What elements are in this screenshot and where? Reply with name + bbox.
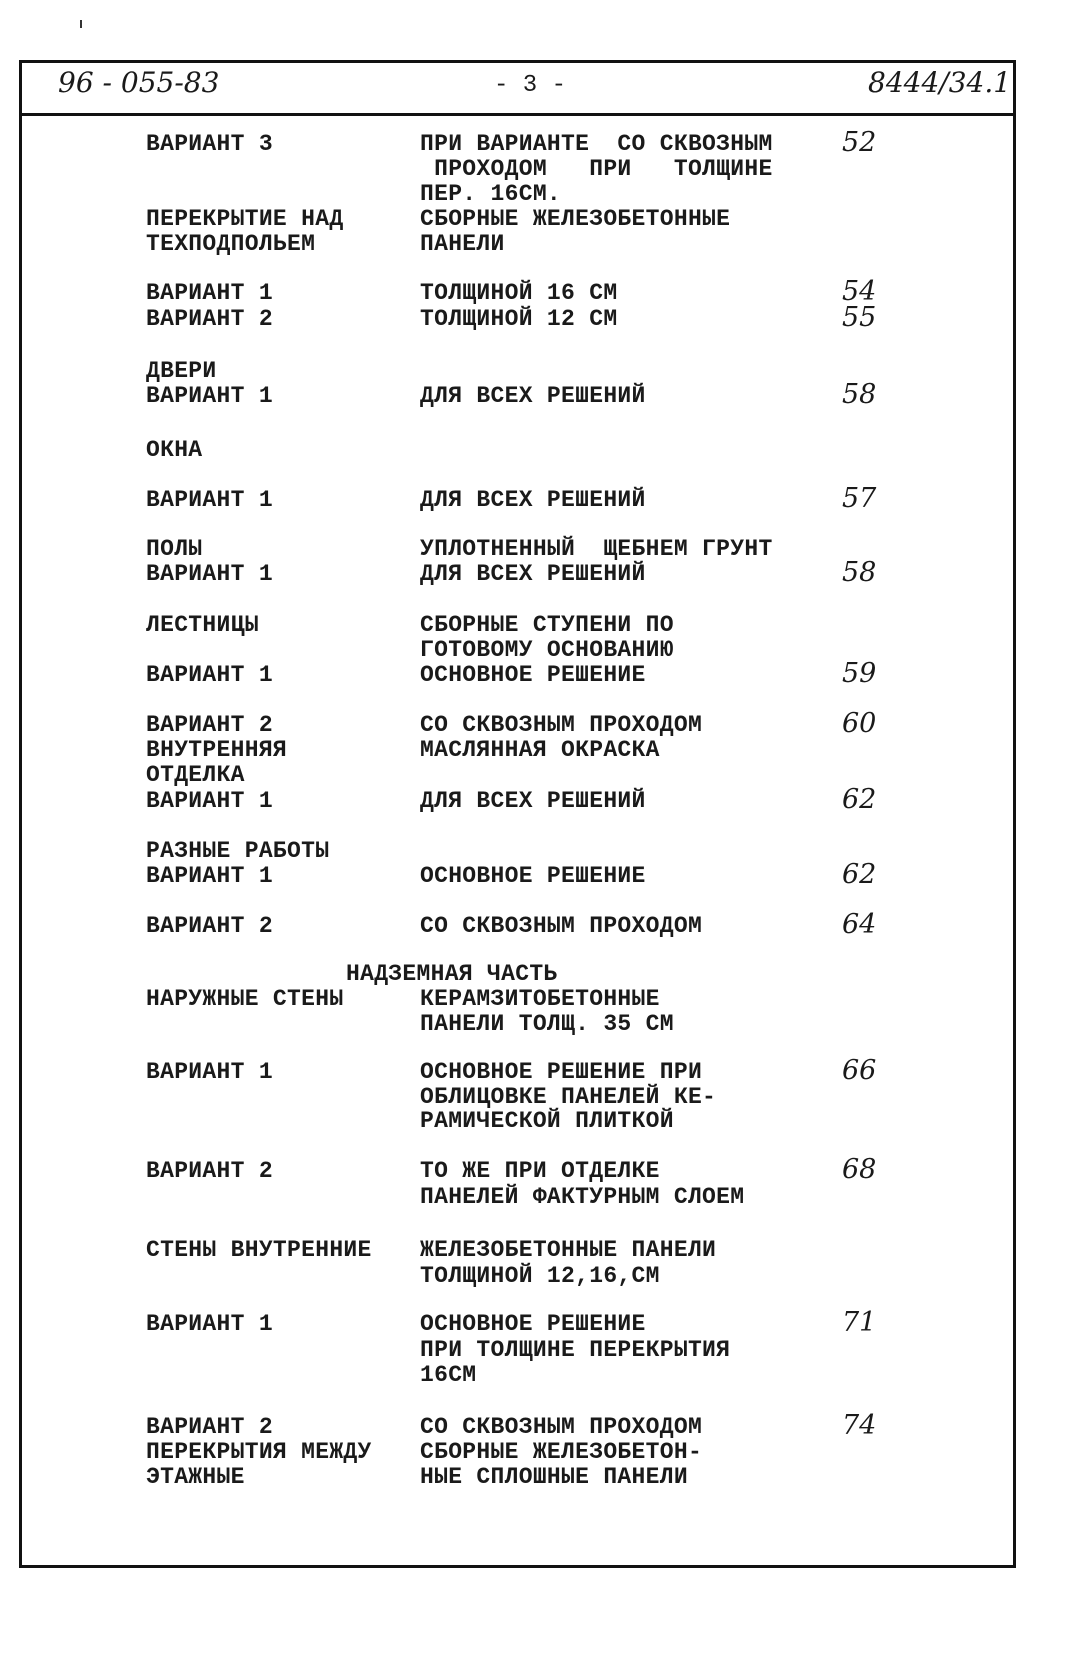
section-label: ВАРИАНТ 1 xyxy=(146,1311,273,1337)
section-description: РАМИЧЕСКОЙ ПЛИТКОЙ xyxy=(420,1108,674,1134)
header-divider xyxy=(19,113,1016,116)
section-description: ТОЛЩИНОЙ 16 СМ xyxy=(420,280,618,306)
section-label: ВАРИАНТ 2 xyxy=(146,913,273,939)
section-label: НАРУЖНЫЕ СТЕНЫ xyxy=(146,986,344,1012)
page-reference: 74 xyxy=(842,1410,877,1441)
section-label: ВАРИАНТ 2 xyxy=(146,1158,273,1184)
page-reference: 58 xyxy=(842,557,877,588)
section-description: КЕРАМЗИТОБЕТОННЫЕ xyxy=(420,986,660,1012)
section-description: ПРИ ТОЛЩИНЕ ПЕРЕКРЫТИЯ xyxy=(420,1337,731,1363)
section-description: ЖЕЛЕЗОБЕТОННЫЕ ПАНЕЛИ xyxy=(420,1237,717,1263)
section-description: ТОЛЩИНОЙ 12,16,СМ xyxy=(420,1263,660,1289)
section-label: ВАРИАНТ 2 xyxy=(146,306,273,332)
page-reference: 62 xyxy=(842,784,877,815)
section-label: ПЕРЕКРЫТИЕ НАД xyxy=(146,206,344,232)
section-description: СБОРНЫЕ ЖЕЛЕЗОБЕТОННЫЕ xyxy=(420,206,731,232)
section-description: ПАНЕЛЕЙ ФАКТУРНЫМ СЛОЕМ xyxy=(420,1184,745,1210)
section-label: ВАРИАНТ 2 xyxy=(146,712,273,738)
section-label: ТЕХПОДПОЛЬЕМ xyxy=(146,231,316,257)
section-description: ДЛЯ ВСЕХ РЕШЕНИЙ xyxy=(420,383,646,409)
section-description: ПАНЕЛИ xyxy=(420,231,505,257)
section-description: ПРОХОДОМ ПРИ ТОЛЩИНЕ xyxy=(420,156,773,182)
doc-code: 96 - 055-83 xyxy=(58,66,220,99)
section-description: СО СКВОЗНЫМ ПРОХОДОМ xyxy=(420,712,703,738)
section-label: ЛЕСТНИЦЫ xyxy=(146,612,259,638)
section-label: ПЕРЕКРЫТИЯ МЕЖДУ xyxy=(146,1439,372,1465)
section-label: ВАРИАНТ 2 xyxy=(146,1414,273,1440)
section-description: ДЛЯ ВСЕХ РЕШЕНИЙ xyxy=(420,561,646,587)
section-description: ОБЛИЦОВКЕ ПАНЕЛЕЙ КЕ- xyxy=(420,1084,717,1110)
section-description: ТО ЖЕ ПРИ ОТДЕЛКЕ xyxy=(420,1158,660,1184)
section-label: ВАРИАНТ 1 xyxy=(146,383,273,409)
section-description: ОСНОВНОЕ РЕШЕНИЕ xyxy=(420,662,646,688)
section-label: ОТДЕЛКА xyxy=(146,762,245,788)
section-description: УПЛОТНЕННЫЙ ЩЕБНЕМ ГРУНТ xyxy=(420,536,773,562)
section-label: ОКНА xyxy=(146,437,203,463)
page-reference: 71 xyxy=(842,1307,877,1338)
section-description: СО СКВОЗНЫМ ПРОХОДОМ xyxy=(420,1414,703,1440)
section-label: РАЗНЫЕ РАБОТЫ xyxy=(146,838,330,864)
page-reference: 68 xyxy=(842,1154,877,1185)
page-reference: 52 xyxy=(842,127,877,158)
section-description: ОСНОВНОЕ РЕШЕНИЕ xyxy=(420,863,646,889)
section-description: 16СМ xyxy=(420,1362,477,1388)
section-description: ДЛЯ ВСЕХ РЕШЕНИЙ xyxy=(420,487,646,513)
page-reference: 57 xyxy=(842,483,877,514)
section-description: ОСНОВНОЕ РЕШЕНИЕ ПРИ xyxy=(420,1059,703,1085)
page-reference: 55 xyxy=(842,302,877,333)
section-description: СО СКВОЗНЫМ ПРОХОДОМ xyxy=(420,913,703,939)
section-label: ВАРИАНТ 1 xyxy=(146,662,273,688)
page-reference: 59 xyxy=(842,658,877,689)
section-label: ПОЛЫ xyxy=(146,536,203,562)
section-description: СБОРНЫЕ СТУПЕНИ ПО xyxy=(420,612,674,638)
section-label: ВНУТРЕННЯЯ xyxy=(146,737,288,763)
section-description: МАСЛЯННАЯ ОКРАСКА xyxy=(420,737,660,763)
section-description: ГОТОВОМУ ОСНОВАНИЮ xyxy=(420,637,674,663)
section-description: ОСНОВНОЕ РЕШЕНИЕ xyxy=(420,1311,646,1337)
page-reference: 58 xyxy=(842,379,877,410)
section-description: ТОЛЩИНОЙ 12 СМ xyxy=(420,306,618,332)
page-reference: 60 xyxy=(842,708,877,739)
page-reference: 64 xyxy=(842,909,877,940)
page-reference: 54 xyxy=(842,276,877,307)
section-description: ПРИ ВАРИАНТЕ СО СКВОЗНЫМ xyxy=(420,131,773,157)
scan-speck xyxy=(80,20,82,28)
section-label: ВАРИАНТ 3 xyxy=(146,131,273,157)
section-description: ДЛЯ ВСЕХ РЕШЕНИЙ xyxy=(420,788,646,814)
section-label: ВАРИАНТ 1 xyxy=(146,1059,273,1085)
section-description: СБОРНЫЕ ЖЕЛЕЗОБЕТОН- xyxy=(420,1439,703,1465)
page-reference: 62 xyxy=(842,859,877,890)
section-description: НЫЕ СПЛОШНЫЕ ПАНЕЛИ xyxy=(420,1464,688,1490)
page-number: - 3 - xyxy=(494,72,567,99)
section-heading: НАДЗЕМНАЯ ЧАСТЬ xyxy=(346,961,558,987)
section-description: ПАНЕЛИ ТОЛЩ. 35 СМ xyxy=(420,1011,674,1037)
section-label: ВАРИАНТ 1 xyxy=(146,280,273,306)
page-reference: 66 xyxy=(842,1055,877,1086)
section-label: СТЕНЫ ВНУТРЕННИЕ xyxy=(146,1237,372,1263)
section-description: ПЕР. 16СМ. xyxy=(420,181,562,207)
section-label: ВАРИАНТ 1 xyxy=(146,561,273,587)
section-label: ДВЕРИ xyxy=(146,358,217,384)
section-label: ВАРИАНТ 1 xyxy=(146,863,273,889)
section-label: ЭТАЖНЫЕ xyxy=(146,1464,245,1490)
archive-number: 8444/34.1 xyxy=(868,66,1012,99)
section-label: ВАРИАНТ 1 xyxy=(146,788,273,814)
section-label: ВАРИАНТ 1 xyxy=(146,487,273,513)
